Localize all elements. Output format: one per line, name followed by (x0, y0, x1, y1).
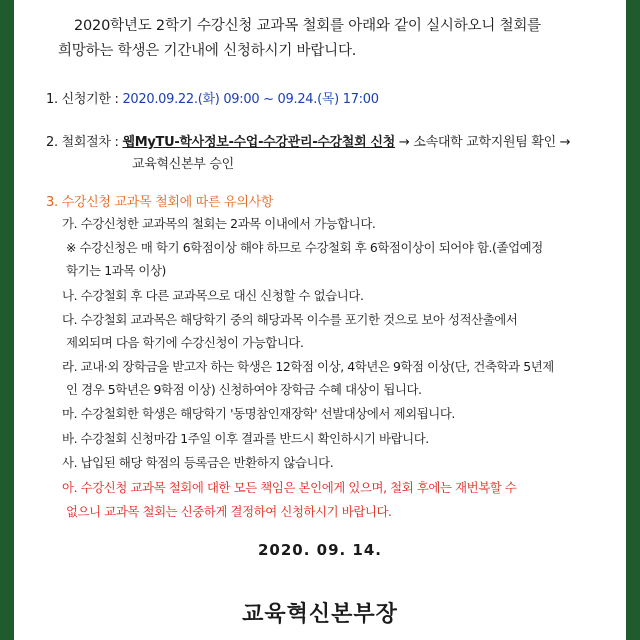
period-row (46, 88, 379, 107)
notice-date: 2020. 09. 14. (257, 541, 383, 559)
note-item: 바. 수강철회 신청마감 1주일 이후 결과를 반드시 확인하시기 바랍니다. (62, 431, 429, 446)
notes-heading: 3. 수강신청 교과목 철회에 따른 유의사항 (46, 195, 274, 210)
signature: 교육혁신본부장 (242, 602, 398, 627)
intro-line-2: 희망하는 학생은 기간내에 신청하시기 바랍니다. (58, 43, 357, 59)
warning-line-2: 없으니 교과목 철회는 신중하게 결정하여 신청하시기 바랍니다. (66, 504, 392, 519)
frame-right-border (626, 0, 640, 640)
intro-paragraph (58, 14, 618, 64)
notice-page (14, 0, 626, 640)
note-item: 다. 수강철회 교과목은 해당학기 중의 해당과목 이수를 포기한 것으로 보아 성적산출에서 (62, 312, 518, 327)
note-item: 나. 수강철회 후 다른 교과목으로 대신 신청할 수 없습니다. (62, 288, 364, 303)
note-item: 사. 납입된 해당 학점의 등록금은 반환하지 않습니다. (62, 455, 334, 470)
procedure-link[interactable]: 웹MyTU-학사정보-수업-수강관리-수강철회 신청 (122, 135, 396, 150)
frame-left-border (0, 0, 14, 640)
note-item: 라. 교내·외 장학금을 받고자 하는 학생은 12학점 이상, 4학년은 9학점 이상(단, 건축학과 5년제 (62, 359, 554, 374)
note-item: 인 경우 5학년은 9학점 이상) 신청하여야 장학금 수혜 대상이 됩니다. (66, 382, 422, 397)
procedure-label: 2. 철회절차 : (46, 135, 119, 150)
note-item: 가. 수강신청한 교과목의 철회는 2과목 이내에서 가능합니다. (62, 216, 376, 231)
warning-line-1: 아. 수강신청 교과목 철회에 대한 모든 책임은 본인에게 있으며, 철회 후에는 재번복할 수 (62, 480, 517, 495)
intro-line-1: 2020학년도 2학기 수강신청 교과목 철회를 아래와 같이 실시하오니 철회를 (74, 18, 541, 34)
note-item: 제외되며 다음 학기에 수강신청이 가능합니다. (66, 335, 304, 350)
note-item: 학기는 1과목 이상) (66, 263, 166, 278)
period-label: 1. 신청기한 : (46, 92, 119, 107)
note-item: 마. 수강철회한 학생은 해당학기 '동명참인재장학' 선발대상에서 제외됩니다. (62, 406, 455, 421)
note-item: ※ 수강신청은 매 학기 6학점이상 해야 하므로 수강철회 후 6학점이상이 되어야 함.(졸업예정 (66, 240, 543, 255)
period-value: 2020.09.22.(화) 09:00 ~ 09.24.(목) 17:00 (122, 92, 379, 107)
procedure-rest: → 소속대학 교학지원팀 확인 → (398, 135, 571, 150)
procedure-line-2: 교육혁신본부 승인 (132, 157, 234, 172)
procedure-row (46, 131, 570, 150)
